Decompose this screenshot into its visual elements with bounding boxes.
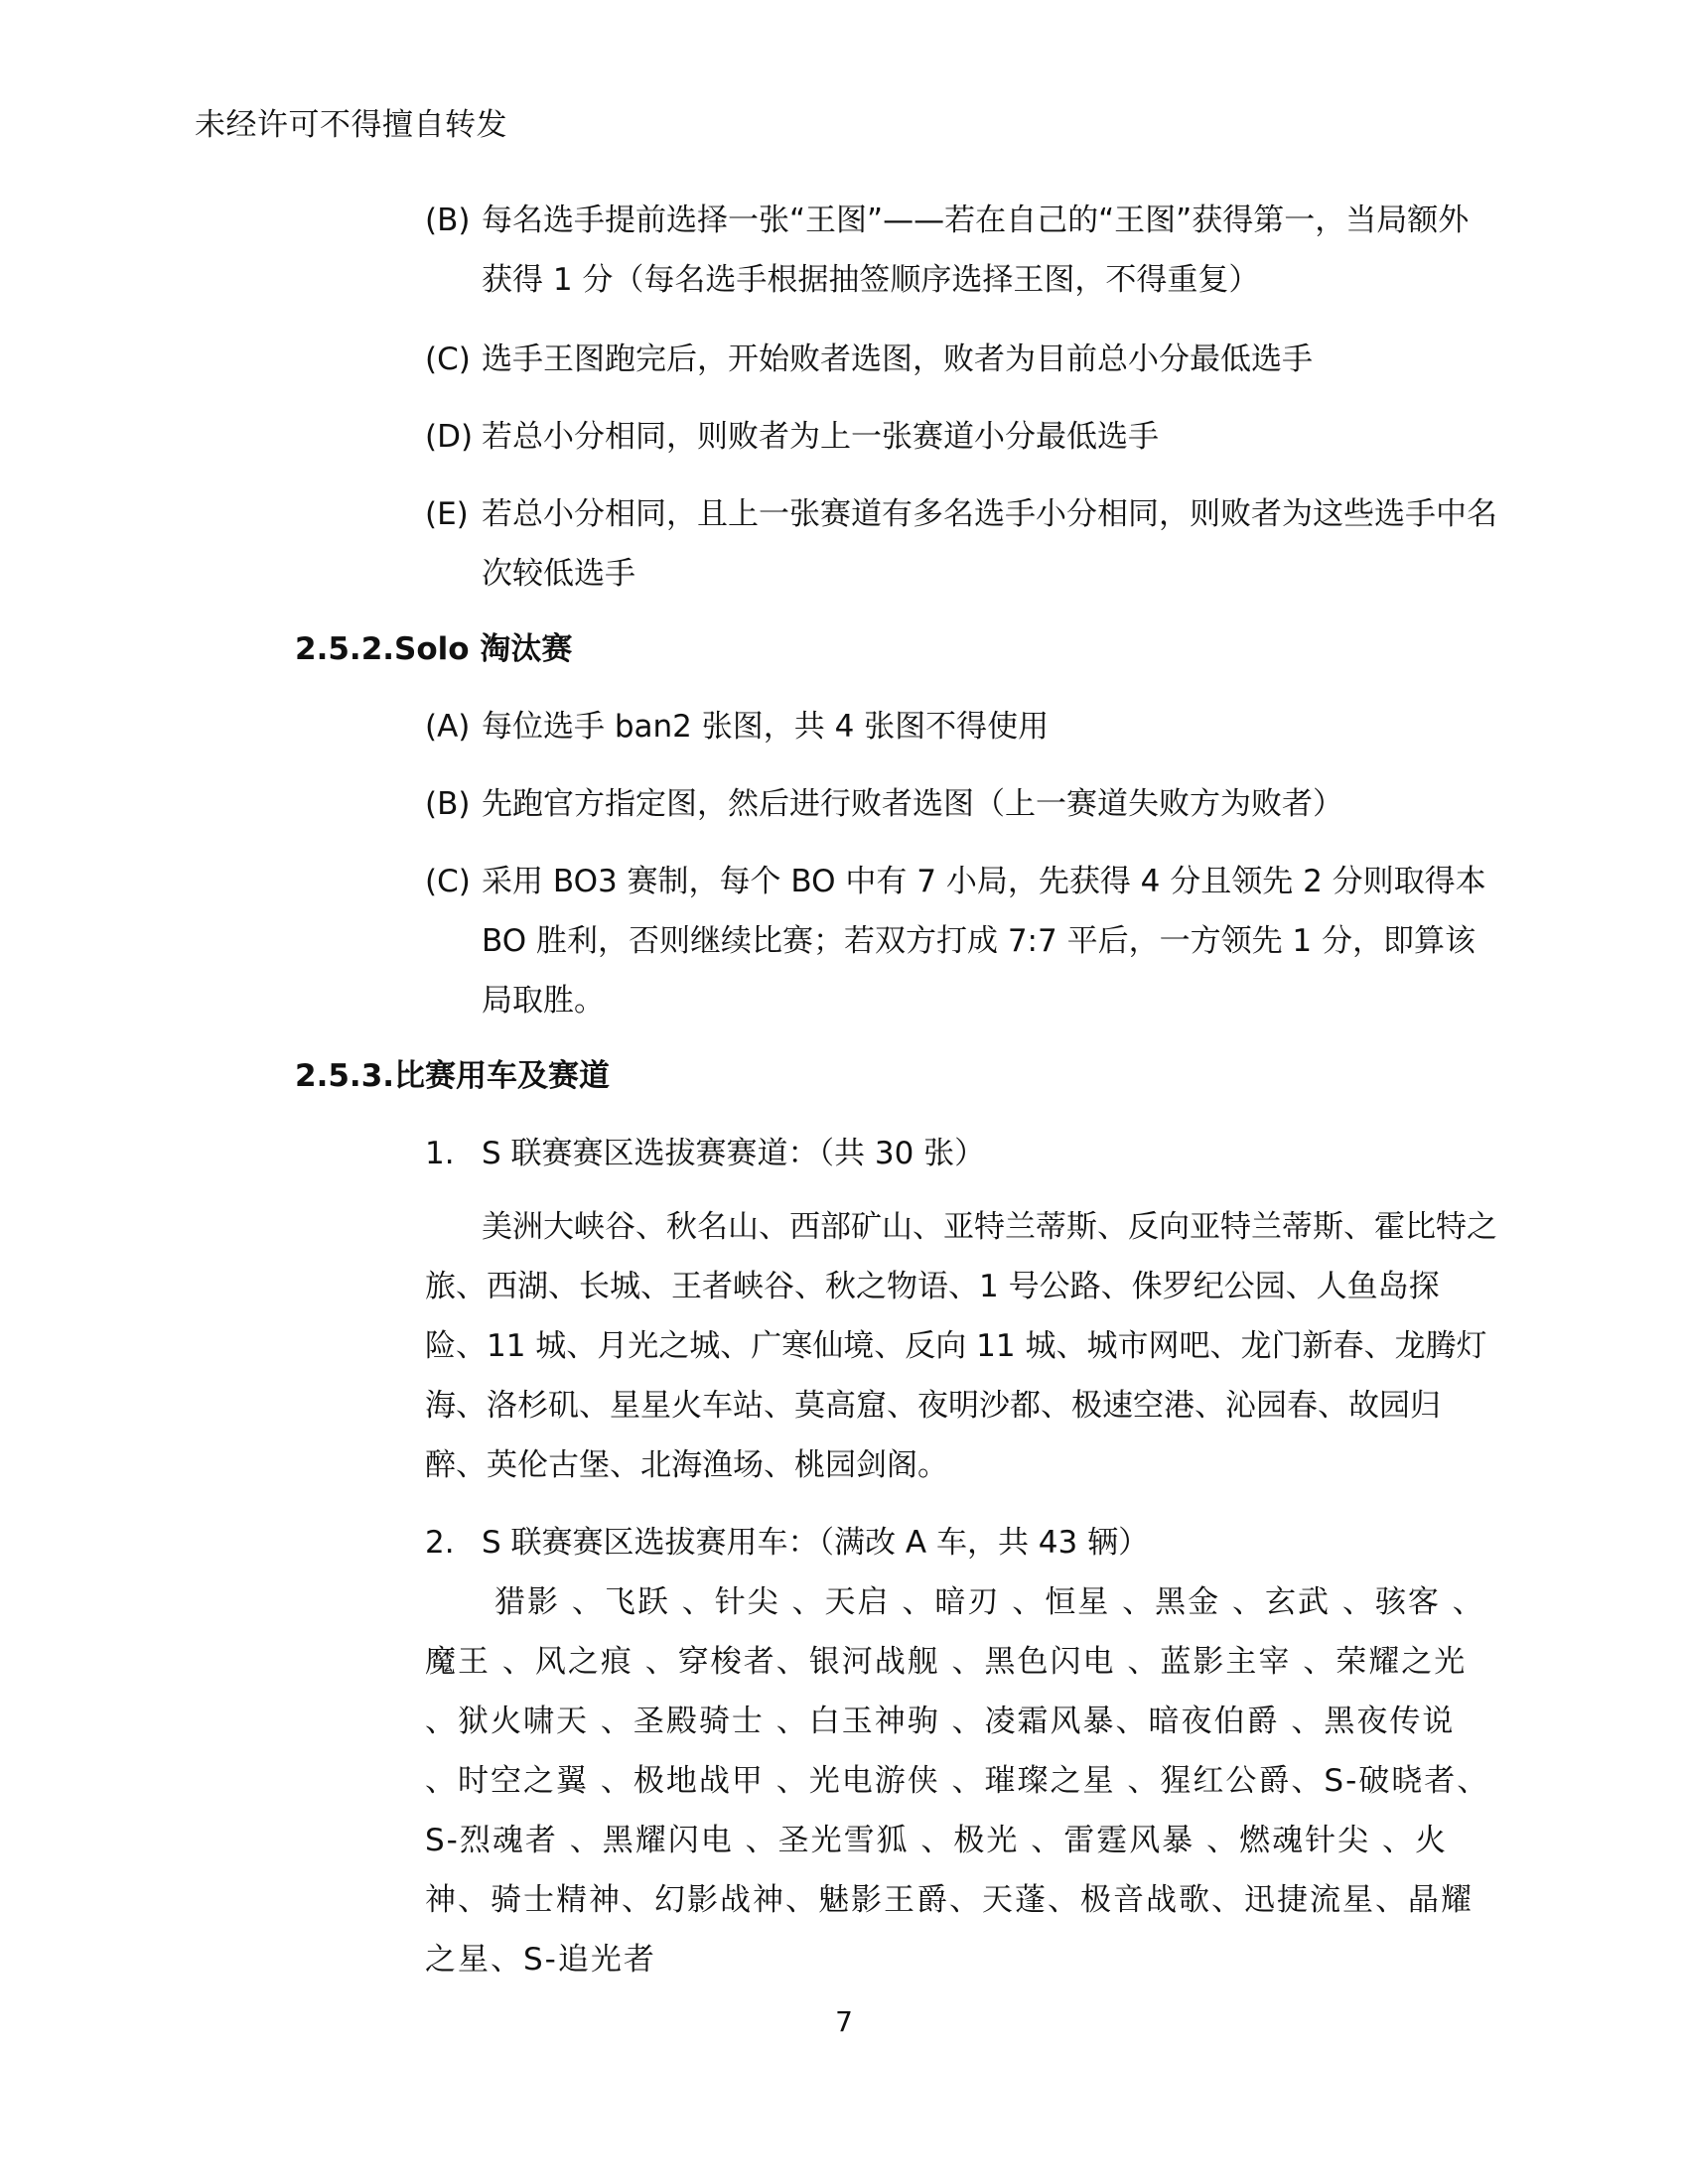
list-item-label: (A) [425,709,471,745]
section-heading-solo [295,619,572,679]
list-item-label: 1. [425,1136,455,1171]
cars-paragraph: 猎影 、飞跃 、针尖 、天启 、暗刃 、恒星 、黑金 、玄武 、骇客 、魔王 、风之痕 、穿梭者、银河战舰 、黑色闪电 、蓝影主宰 、荣耀之光 、狱火啸天 、圣殿骑士 、白玉神驹 、凌霜风暴、暗夜伯爵 、黑夜传说 、时空之翼 、极地战甲 、光电游侠 、璀璨之星 、猩红公爵、S-破晓者、S-烈魂者 、黑耀闪电 、圣光雪狐 、极光 、雷霆风暴 、燃魂针尖 、火神、骑士精神、幻影战神、魅影王爵、天蓬、极音战歌、迅捷流星、晶耀之星、S-追光者 [425,1584,1490,1978]
numbered-item-tracks [425,1124,1497,1183]
section-heading-cars-tracks [295,1046,610,1106]
section-title: 比赛用车及赛道 [394,1058,610,1094]
section-number: 2.5.2. [295,631,395,667]
list-item [425,484,1497,604]
list-item-label: (B) [425,203,471,238]
numbered-item-cars [425,1513,1497,1572]
list-item [425,191,1497,310]
list-item [425,697,1497,756]
list-item-text: 采用 BO3 赛制，每个 BO 中有 7 小局，先获得 4 分且领先 2 分则取得本 BO 胜利，否则继续比赛；若双方打成 7:7 平后，一方领先 1 分，即算该局取胜。 [482,864,1486,1019]
list-item-text: 若总小分相同，且上一张赛道有多名选手小分相同，则败者为这些选手中名次较低选手 [482,496,1497,592]
list-item-text: 若总小分相同，则败者为上一张赛道小分最低选手 [482,419,1159,455]
tracks-paragraph: 美洲大峡谷、秋名山、西部矿山、亚特兰蒂斯、反向亚特兰蒂斯、霍比特之旅、西湖、长城、王者峡谷、秋之物语、1 号公路、侏罗纪公园、人鱼岛探险、11 城、月光之城、广寒仙境、反向 11 城、城市网吧、龙门新春、龙腾灯海、洛杉矶、星星火车站、莫高窟、夜明沙都、极速空港、沁园春、故园归醉、英伦古堡、北海渔场、桃园剑阁。 [425,1209,1497,1483]
list-item-label: (C) [425,341,471,377]
list-item-text: 选手王图跑完后，开始败者选图，败者为目前总小分最低选手 [482,341,1313,377]
list-item-label: (D) [425,419,474,455]
list-item [425,774,1497,834]
page-header: 未经许可不得擅自转发 [195,107,507,143]
list-item-text: 先跑官方指定图，然后进行败者选图（上一赛道失败方为败者） [482,786,1343,822]
list-item-text: 每名选手提前选择一张“王图”——若在自己的“王图”获得第一，当局额外获得 1 分（每名选手根据抽签顺序选择王图，不得重复） [482,203,1470,298]
list-item-text: S 联赛赛区选拔赛赛道：（共 30 张） [482,1136,986,1171]
list-item-label: (E) [425,496,469,532]
section-title: Solo 淘汰赛 [394,631,573,667]
section-number: 2.5.3. [295,1058,395,1094]
list-item [425,407,1497,467]
page-number: 7 [835,2005,853,2038]
list-item-text: 每位选手 ban2 张图，共 4 张图不得使用 [482,709,1050,745]
list-item [425,330,1497,389]
list-item-label: (B) [425,786,471,822]
list-item [425,852,1497,1030]
list-item-label: 2. [425,1525,455,1561]
list-item-label: (C) [425,864,471,899]
list-item-text: S 联赛赛区选拔赛用车：（满改 A 车，共 43 辆） [482,1525,1150,1561]
